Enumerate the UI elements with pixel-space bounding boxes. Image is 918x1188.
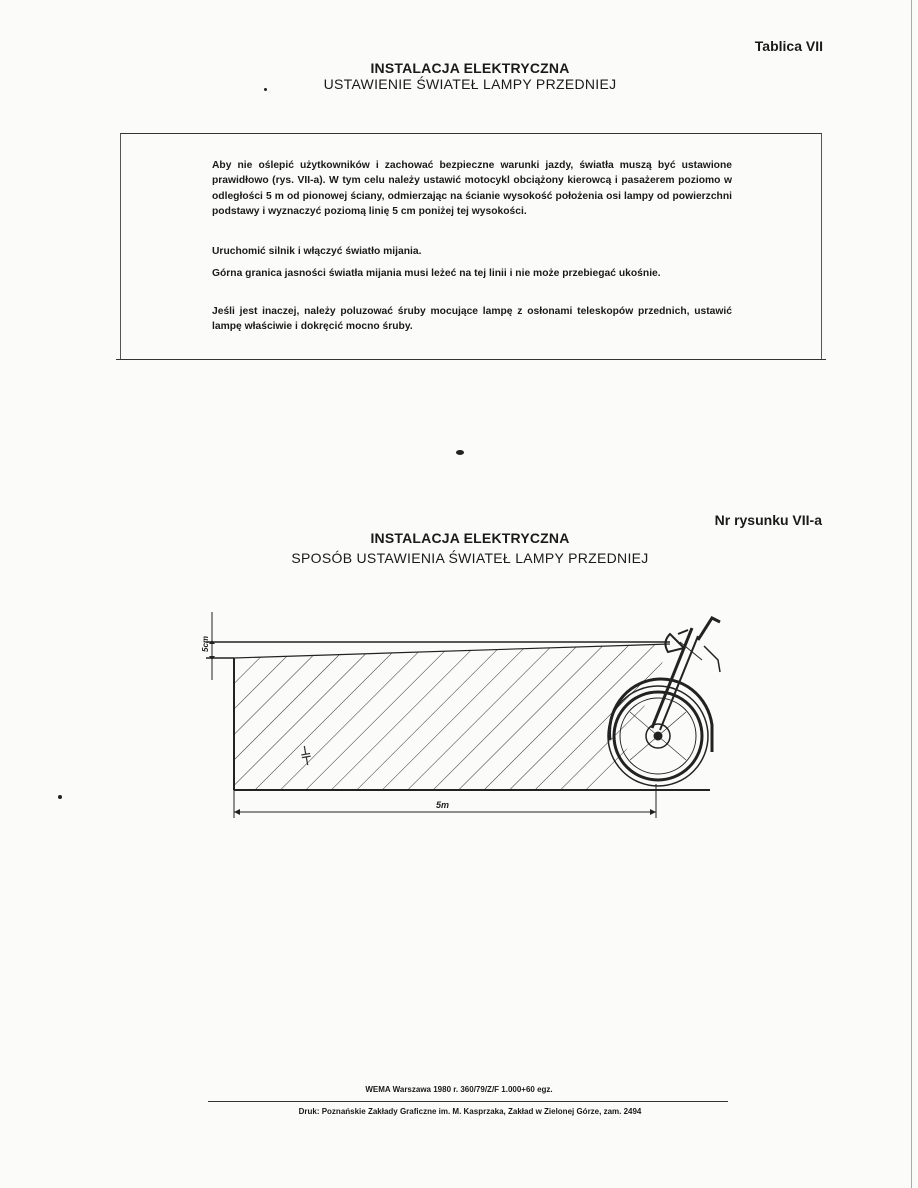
figure-number: Nr rysunku VII-a bbox=[714, 512, 822, 528]
dimension-arrow bbox=[234, 809, 240, 815]
figure-subtitle: SPOSÓB USTAWIENIA ŚWIATEŁ LAMPY PRZEDNIEJ bbox=[291, 550, 649, 566]
stray-ink-mark: ⊣⊢ bbox=[297, 744, 315, 768]
page-edge-line bbox=[911, 0, 912, 1188]
headlight-adjustment-diagram bbox=[190, 600, 750, 830]
footer-rule bbox=[208, 1101, 728, 1102]
figure-title: INSTALACJA ELEKTRYCZNA bbox=[370, 530, 570, 546]
plate-label: Tablica VII bbox=[754, 38, 823, 54]
distance-label: 5m bbox=[436, 800, 450, 810]
instruction-paragraph: Aby nie oślepić użytkowników i zachować bezpieczne warunki jazdy, światła muszą być ustawione prawidłowo (rys. VII-a). W tym celu należy ustawić motocykl obciążony kierowcą i pasażerem poziomo w odległości 5 m od pionowej ściany, odmierzając na ścianie wysokość położenia osi lampy od powierzchni podstawy i wyznaczyć poziomą linię 5 cm poniżej tej wysokości. bbox=[212, 160, 732, 217]
instruction-paragraph: Jeśli jest inaczej, należy poluzować śruby mocujące lampę z osłonami teleskopów przednich, ustawić lampę właściwie i dokręcić mocno śruby. bbox=[212, 306, 732, 333]
instructions-box-bottom-rule bbox=[116, 359, 826, 360]
page-title: INSTALACJA ELEKTRYCZNA bbox=[370, 60, 570, 76]
speck bbox=[264, 88, 267, 91]
page-subtitle: USTAWIENIE ŚWIATEŁ LAMPY PRZEDNIEJ bbox=[323, 76, 617, 92]
publisher-line: WEMA Warszawa 1980 r. 360/79/Z/F 1.000+60 egz. bbox=[365, 1085, 553, 1094]
drop-dimension-label: 5cm bbox=[201, 635, 210, 652]
instruction-paragraph: Górna granica jasności światła mijania musi leżeć na tej linii i nie może przebiegać ukośnie. bbox=[212, 268, 661, 279]
ink-spot bbox=[58, 795, 62, 799]
instruction-paragraph: Uruchomić silnik i włączyć światło mijania. bbox=[212, 246, 422, 257]
light-beam-area bbox=[234, 644, 670, 790]
ink-spot bbox=[456, 450, 464, 455]
printer-line: Druk: Poznańskie Zakłady Graficzne im. M. Kasprzaka, Zakład w Zielonej Górze, zam. 2494 bbox=[298, 1107, 642, 1116]
dimension-arrow bbox=[650, 809, 656, 815]
